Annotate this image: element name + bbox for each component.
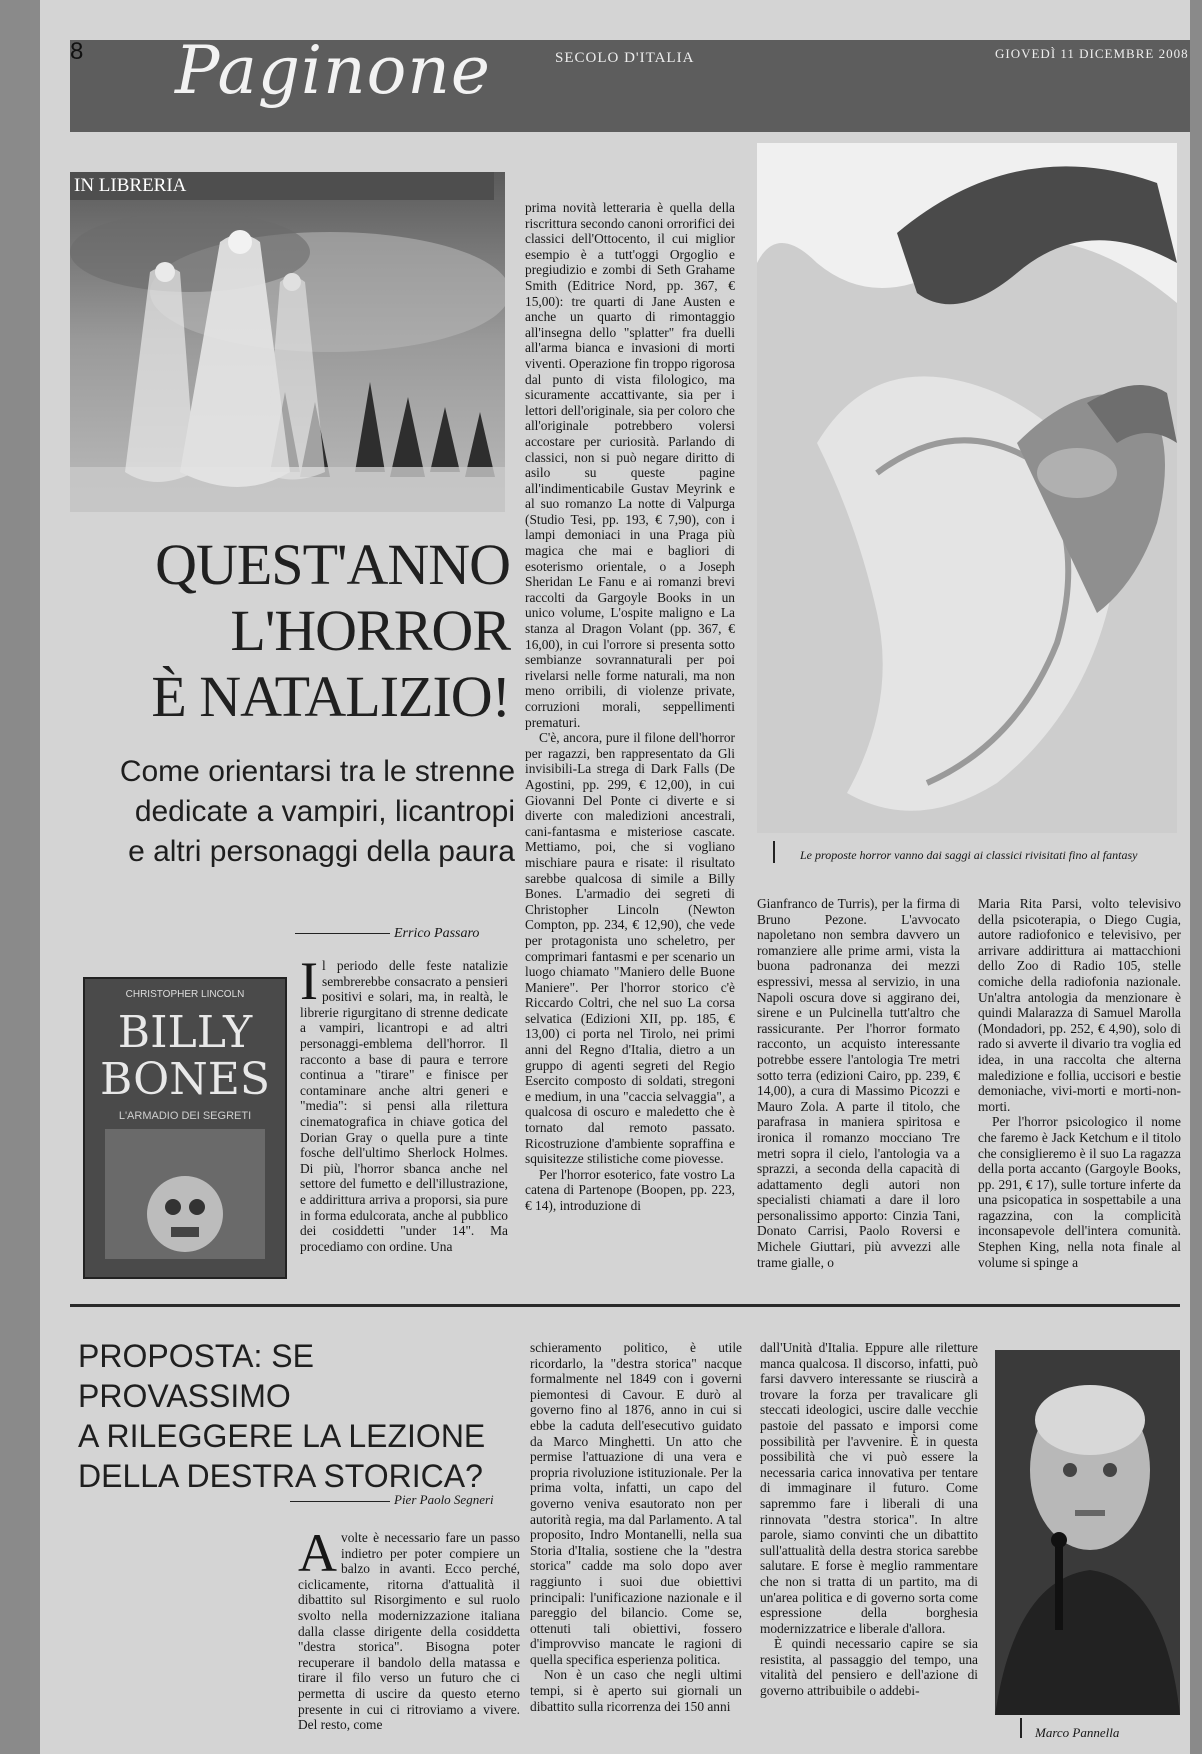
headline-line: PROPOSTA: SE PROVASSIMO	[78, 1338, 314, 1414]
headline-line: QUEST'ANNO	[155, 532, 510, 597]
column-text: l periodo delle feste natalizie sembrerebbe consacrato a pensieri positivi e solari, ma, in realtà, le librerie rigurgitano di strenne dedicate a vampiri, licantropi e ad altri personaggi-emblema dell'horror. Il racconto a base di paura e terrore continua a "tirare" e finisce per contaminare anche altri generi e "media": si pensi alla rilettura cinematografica in chiave gotica del Dorian Gray o quella pure a tinte fosche dell'ultimo Sherlock Holmes. Di più, l'horror sbanca anche nel settore del fumetto e dell'illustrazione, e addirittura arriva a proporsi, sia pure in forma edulcorata, anche al pubblico dei cosiddetti "under 14". Ma procediamo con ordine. Una	[300, 958, 508, 1254]
byline-rule	[290, 1501, 390, 1502]
author-name: Pier Paolo Segneri	[394, 1492, 494, 1507]
article-column	[300, 951, 508, 1254]
subhead-line: Come orientarsi tra le strenne	[119, 755, 515, 788]
column-text: Maria Rita Parsi, volto televisivo della psicoterapia, o Diego Cugia, autore radiofonico e televisivo, per arrivare addirittura ai mattacchioni dello Zoo di Radio 105, stelle comiche della radiofonia nazionale. Un'altra antologia da menzionare è quindi Malarazza di Samuel Marolla (Mondadori, pp. 252, € 4,90), solo di rado si avverte il divario tra voglia ed idea, in una raccolta che alterna maledizione e follia, uccisori e bestie demoniache, vivi-morti e morti-non-morti.	[978, 896, 1181, 1114]
article-column	[298, 1523, 520, 1733]
column-text: dall'Unità d'Italia. Eppure alle riletture manca qualcosa. Il discorso, infatti, può farsi davvero interessante se riuscirà a trovare la forza per travalicare gli steccati ideologici, uscire dalle vecchie pastoie del passato e imporsi come possibilità per l'avvenire. È in questa possibilità che vi può essere la necessaria carica innovativa per tentare di immaginare il futuro. Come sapremmo fare i liberali di una rinnovata "destra storica". In altre parole, siamo convinti che un dibattito sull'attualità della destra storica sarebbe salutare. E forse è meglio rammentare che non si tratta di un partito, ma di un'area politica e di governo sorta come espressione della borghesia modernizzatrice e liberale d'allora.	[760, 1340, 978, 1636]
section-title: Paginone	[175, 32, 491, 109]
subhead-line: dedicate a vampiri, licantropi	[134, 795, 515, 828]
portrait-photo	[995, 1350, 1180, 1715]
column-text: prima novità letteraria è quella della riscrittura secondo canoni orrorifici dei classici dell'Ottocento, il cui miglior esempio è a tutt'oggi Orgoglio e pregiudizio e zombi di Seth Grahame Smith (Editrice Nord, pp. 367, € 15,00): tre quarti di Jane Austen e anche un quarto di rimontaggio all'insegna dello "splatter" fra duelli all'arma bianca e invasioni di morti viventi. Operazione fin troppo rigorosa dal punto di vista filologico, ma sicuramente accattivante, sia per i lettori dell'originale, sia per coloro che all'originale potrebbero volersi accostare per curiosità. Parlando di classici, non si può negare diritto di asilo su queste pagine all'indimenticabile Gustav Meyrink e al suo romanzo La notte di Valpurga (Studio Tesi, pp. 193, € 7,90), con i lampi demoniaci in una Praga più magica che mai e bagliori di esoterismo orientale, o a Joseph Sheridan Le Fanu e ai romanzi brevi raccolti da Gargoyle Books in un unico volume, L'ospite maligno e La stanza al Dragon Volant (pp. 367, € 16,00), in cui l'orrore si presenta sotto sembianze sovrannaturali per poi rivelarsi nelle forme naturali, ma non meno orribili, di violenze private, corruzioni morali, seppellimenti prematuri.	[525, 200, 735, 730]
fairies-illustration	[70, 172, 505, 512]
page-number: 8	[70, 38, 84, 65]
caption-bar	[1020, 1718, 1022, 1738]
author-name: Errico Passaro	[394, 926, 480, 941]
photo-caption: Marco Pannella	[1035, 1725, 1120, 1740]
column-text: È quindi necessario capire se sia resistita, al passaggio del tempo, una vitalità del pensiero e dell'azione di governo attribuibile o addebi-	[760, 1636, 978, 1699]
book-title-line1: BILLY	[117, 1007, 253, 1058]
book-cover	[83, 977, 287, 1279]
article2-byline	[290, 1492, 515, 1508]
article-byline	[295, 926, 510, 942]
headline-line: A RILEGGERE LA LEZIONE	[78, 1418, 486, 1454]
column-text: Per l'horror esoterico, fate vostro La catena di Partenope (Boopen, pp. 223, € 14), introduzione di	[525, 1166, 735, 1213]
drop-cap: I	[300, 951, 318, 1011]
article-column	[978, 896, 1181, 1270]
book-title-line2: BONES	[100, 1054, 270, 1105]
issue-date: GIOVEDÌ 11 DICEMBRE 2008	[995, 46, 1189, 61]
column-text: volte è necessario fare un passo indietro per poter compiere un balzo in avanti. Ecco perché, ciclicamente, ritorna d'attualità il dibattito sul Risorgimento e sul ruolo svolto nella modernizzazione italiana dalla classe dirigente della cosiddetta "destra storica". Bisogna poter recuperare il bandolo della matassa e tirare il filo verso un futuro che ci permetta di uscire da questo eterno presente in cui ci ritroviamo a vivere. Del resto, come	[298, 1530, 520, 1733]
article-divider	[70, 1304, 1180, 1307]
article-column	[525, 200, 735, 1214]
headline-line: È NATALIZIO!	[151, 664, 510, 729]
book-author: CHRISTOPHER LINCOLN	[125, 989, 245, 1000]
article-subhead	[65, 752, 515, 872]
article-column	[530, 1340, 742, 1714]
column-text: C'è, ancora, pure il filone dell'horror per ragazzi, ben rappresentato da Gli invisibili-La strega di Dark Falls (De Agostini, pp. 299, € 12,00), in cui Giovanni Del Ponte ci diverte e si diverte con maledizioni ancestrali, cani-fantasma e misteriose cascate. Mettiamo, poi, che si vogliano mischiare paura e risate: il risultato sarebbe qualcosa di simile a Billy Bones. L'armadio dei segreti di Christopher Lincoln (Newton Compton, pp. 234, € 12,90), che vede per protagonista uno scheletro, per comprimari fantasmi e per scenario un luogo chiamato "Maniero delle Buone Maniere". Per l'horror storico c'è Riccardo Coltri, che nel suo La corsa selvatica (Edizioni XII, pp. 185, € 13,00) ci porta nel Tirolo, nei primi anni del Regno d'Italia, dietro a un gruppo di agenti segreti del Regio Esercito composto di soldati, stregoni e medium, in una "caccia selvaggia", a qualcosa di oscuro e maledetto che è tornato dal remoto passato. Ricostruzione d'ambiente sopraffina e squisitezze stilistiche come piovesse.	[525, 730, 735, 1167]
article-column	[757, 896, 960, 1270]
column-text: schieramento politico, è utile ricordarlo, la "destra storica" nacque formalmente nel 1849 con i governi piemontesi di Cavour. E durò al governo fino al 1876, anno in cui si ebbe la caduta dell'esecutivo guidato da Marco Minghetti. Un atto che permise l'attuazione di una vera e propria rivoluzione istituzionale. Per la prima volta, infatti, un capo del governo veniva esautorato non per autorità regia, ma dal Parlamento. A tal proposito, Indro Montanelli, nella sua Storia d'Italia, sostiene che la "destra storica" cadde ma solo dopo aver raggiunto i suoi due obiettivi principali: l'unificazione nazionale e il pareggio del bilancio. Come se, ottenuti tali obiettivi, fossero d'improvviso mancate le ragioni di quella specifica esperienza politica.	[530, 1340, 742, 1667]
drop-cap: A	[298, 1523, 337, 1583]
article-headline	[70, 532, 510, 730]
column-text: Gianfranco de Turris), per la firma di Bruno Pezone. L'avvocato napoletano non sembra davvero un romanziere alle prime armi, vista la buona padronanza dei mezzi espressivi, messa al servizio, in una Napoli oscura dove si aggirano dei, sirene e un Pulcinella tutt'altro che rassicurante. Per l'horror formato racconto, un acquisto interessante potrebbe essere l'antologia Tre metri sotto terra (edizioni Cairo, pp. 239, € 14,00), a cura di Massimo Picozzi e Mauro Zola. A parte il titolo, che parafrasa in maniera spiritosa e ironica il romanzo mocciano Tre metri sopra il cielo, l'antologia va a sprazzi, a seconda della capacità di adattamento degli autori non specialisti chiamati a dare il loro personalissimo apporto: Cinzia Tani, Donato Carrisi, Paolo Roversi e Michele Giuttari, più avvezzi alle trame gialle, o	[757, 896, 960, 1270]
book-subtitle: L'ARMADIO DEI SEGRETI	[118, 1110, 252, 1122]
column-text: Non è un caso che negli ultimi tempi, si è aperto sui giornali un dibattito sulla ricorrenza dei 150 anni	[530, 1667, 742, 1714]
image-caption: Le proposte horror vanno dai saggi ai classici rivisitati fino al fantasy	[800, 848, 1138, 862]
subhead-line: e altri personaggi della paura	[128, 835, 515, 868]
newspaper-name: SECOLO D'ITALIA	[555, 50, 695, 66]
article-column	[760, 1340, 978, 1699]
headline-line: L'HORROR	[230, 598, 510, 663]
section-kicker: IN LIBRERIA	[70, 172, 494, 200]
byline-rule	[295, 933, 390, 934]
headline-line: DELLA DESTRA STORICA?	[78, 1458, 483, 1494]
dragon-illustration	[757, 143, 1177, 833]
article2-headline	[78, 1336, 518, 1496]
column-text: Per l'horror psicologico il nome che faremo è Jack Ketchum e il titolo che consiglieremo è il suo La ragazza della porta accanto (Gargoyle Books, pp. 291, € 17), sulle torture inferte da una psicopatica in sospettabile a una ragazzina, con la complicità inconsapevole dell'intera comunità. Stephen King, nella nota finale al volume si spinge a	[978, 1114, 1181, 1270]
caption-bar	[773, 841, 775, 863]
